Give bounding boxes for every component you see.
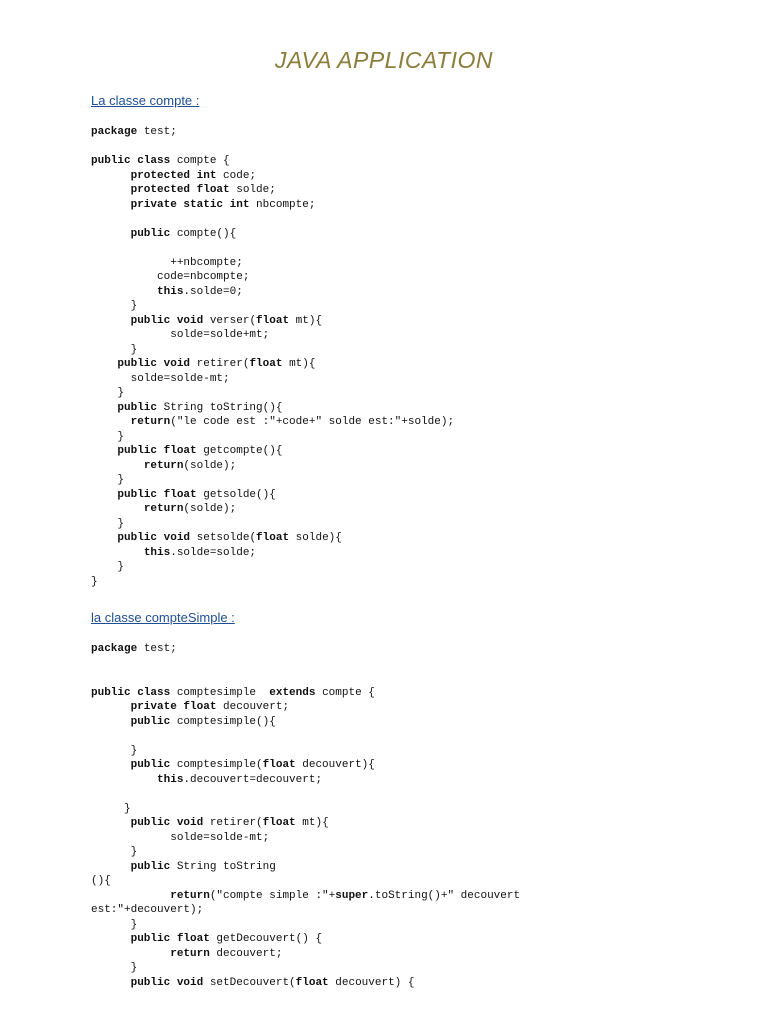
code-line: solde=solde+mt;	[91, 329, 270, 341]
code-line: }	[91, 517, 125, 530]
code-line: public String toString	[130, 860, 276, 873]
code-keyword: float	[262, 817, 296, 829]
code-keyword: public	[130, 715, 171, 728]
code-line: est:"+decouvert);	[91, 904, 204, 916]
code-keyword: public void	[130, 817, 204, 829]
code-keyword: protected float	[130, 184, 230, 196]
code-line: }	[91, 962, 138, 974]
code-keyword: public float	[117, 445, 197, 457]
code-line: return(solde);	[143, 503, 237, 515]
code-keyword: float	[256, 532, 290, 544]
code-keyword: public	[117, 401, 158, 414]
code-line: public void retirer(float mt){	[130, 817, 329, 829]
code-line: }	[91, 802, 131, 815]
code-line: public void setsolde(float solde){	[117, 532, 342, 544]
code-keyword: public void	[130, 314, 204, 327]
code-line: package test;	[91, 643, 177, 655]
code-keyword: extends	[269, 686, 316, 699]
code-line: return("compte simple :"+super.toString()+" decouvert	[170, 889, 521, 902]
code-line: public float getcompte(){	[117, 445, 283, 457]
code-keyword: public	[130, 227, 171, 240]
code-line: public String toString(){	[117, 401, 283, 414]
code-keyword: super	[335, 889, 369, 902]
code-keyword: public class	[91, 686, 171, 699]
code-keyword: return	[170, 947, 210, 960]
code-line: public class compte {	[91, 155, 230, 167]
code-line: this.decouvert=decouvert;	[157, 773, 323, 786]
code-line: public comptesimple(){	[130, 715, 276, 728]
code-keyword: float	[249, 358, 283, 370]
code-keyword: package	[91, 126, 138, 138]
code-line: public void verser(float mt){	[130, 314, 323, 327]
code-keyword: this	[143, 546, 171, 559]
document-title: JAVA APPLICATION	[274, 47, 494, 73]
code-keyword: float	[295, 976, 329, 989]
code-keyword: return	[143, 503, 184, 515]
code-keyword: public void	[117, 532, 191, 544]
code-line: }	[91, 561, 125, 573]
code-line: protected float solde;	[130, 184, 276, 196]
code-line: return(solde);	[143, 459, 237, 472]
code-line: }	[91, 575, 98, 588]
code-line: protected int code;	[130, 169, 257, 182]
code-block-compte	[91, 125, 454, 589]
code-line: }	[91, 918, 138, 931]
code-keyword: this	[157, 285, 184, 298]
code-keyword: this	[157, 773, 184, 786]
code-keyword: float	[256, 314, 290, 327]
code-keyword: protected int	[130, 169, 217, 182]
code-keyword: package	[91, 643, 138, 655]
code-line: package test;	[91, 126, 177, 138]
code-line: solde=solde-mt;	[91, 372, 230, 385]
code-line: }	[91, 474, 125, 486]
code-line: public float getsolde(){	[117, 488, 276, 501]
code-line: }	[91, 846, 138, 858]
code-keyword: public float	[130, 933, 210, 945]
section-heading-compte: La classe compte :	[91, 93, 200, 108]
code-keyword: public float	[117, 488, 197, 501]
code-line: (){	[91, 875, 111, 887]
code-line: public void retirer(float mt){	[117, 358, 316, 370]
code-line: code=nbcompte;	[91, 271, 250, 283]
code-keyword: public	[130, 860, 171, 873]
code-line: public class comptesimple extends compte {	[91, 686, 375, 699]
code-line: }	[91, 430, 125, 443]
code-keyword: public	[130, 759, 171, 771]
code-keyword: float	[262, 759, 296, 771]
code-line: this.solde=solde;	[143, 546, 257, 559]
code-line: }	[91, 343, 138, 356]
code-keyword: public void	[130, 976, 204, 989]
code-line: ++nbcompte;	[91, 256, 243, 269]
code-line: }	[91, 744, 138, 757]
code-block-comptesimple	[91, 642, 520, 990]
code-keyword: public void	[117, 358, 191, 370]
code-line: private float decouvert;	[130, 701, 290, 713]
code-line: private static int nbcompte;	[130, 198, 316, 211]
section-heading-comptesimple: la classe compteSimple :	[91, 610, 235, 625]
code-line: public float getDecouvert() {	[130, 933, 323, 945]
code-line: }	[91, 387, 125, 399]
code-keyword: return	[143, 459, 184, 472]
code-line: return("le code est :"+code+" solde est:"+solde);	[130, 416, 455, 428]
code-keyword: public class	[91, 155, 171, 167]
code-line: return decouvert;	[170, 947, 283, 960]
code-line: public compte(){	[130, 227, 237, 240]
code-keyword: private static int	[130, 198, 250, 211]
code-keyword: return	[170, 889, 210, 902]
code-line: solde=solde-mt;	[91, 831, 270, 844]
code-line: }	[91, 300, 138, 312]
code-keyword: return	[130, 416, 171, 428]
code-line: this.solde=0;	[157, 285, 243, 298]
code-line: public void setDecouvert(float decouvert) {	[130, 976, 415, 989]
code-keyword: private float	[130, 701, 217, 713]
code-line: public comptesimple(float decouvert){	[130, 759, 375, 771]
